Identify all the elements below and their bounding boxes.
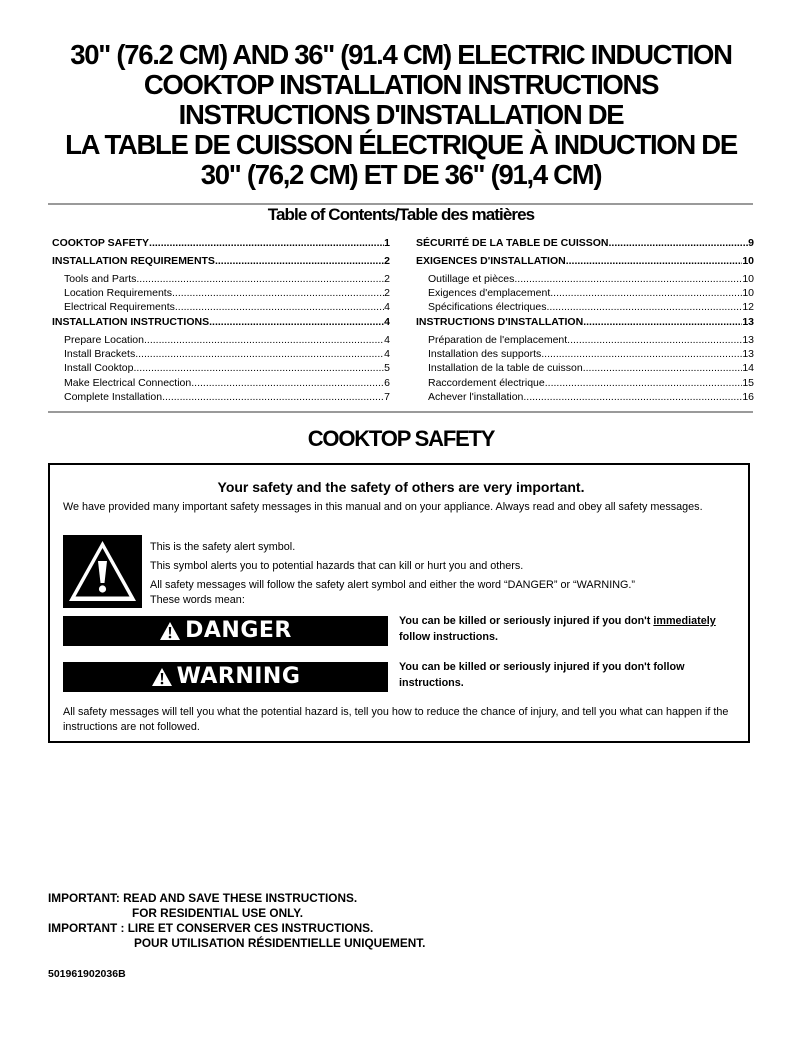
toc-leader	[514, 272, 742, 286]
toc-entry[interactable]	[52, 333, 390, 347]
toc-column-english	[52, 236, 390, 404]
toc-leader	[541, 347, 742, 361]
important-french-line-2: POUR UTILISATION RÉSIDENTIELLE UNIQUEMENT.	[134, 936, 426, 950]
toc-page: 13	[742, 316, 754, 329]
toc-leader	[545, 376, 743, 390]
alert-line-3: All safety messages will follow the safety alert symbol and either the word “DANGER” or “WARNING.”	[150, 579, 636, 591]
toc-leader	[144, 333, 384, 347]
toc-entry[interactable]	[416, 272, 754, 286]
toc-leader	[135, 347, 384, 361]
title-french-line-1: INSTRUCTIONS D'INSTALLATION DE	[178, 99, 624, 130]
toc-entry[interactable]	[416, 347, 754, 361]
toc-entry[interactable]	[52, 390, 390, 404]
toc-page: 7	[384, 390, 390, 403]
toc-label: Raccordement électrique	[428, 376, 545, 389]
title-french-line-2: LA TABLE DE CUISSON ÉLECTRIQUE À INDUCTION DE	[65, 129, 737, 160]
toc-page: 15	[742, 376, 754, 389]
toc-leader	[546, 300, 742, 314]
title-french-line-3: 30" (76,2 CM) ET DE 36" (91,4 CM)	[200, 159, 602, 190]
toc-page: 4	[384, 333, 390, 346]
toc-page: 12	[742, 301, 754, 314]
toc-entry[interactable]	[52, 314, 390, 332]
toc-label: Achever l'installation	[428, 390, 524, 403]
danger-text-before: You can be killed or seriously injured if you don't	[399, 615, 654, 627]
toc-page: 1	[384, 237, 390, 249]
toc-page: 10	[742, 255, 754, 268]
alert-line-4: These words mean:	[150, 594, 245, 606]
toc-label: Exigences d'emplacement	[428, 286, 551, 299]
toc-leader	[209, 315, 384, 329]
toc-entry[interactable]	[52, 376, 390, 390]
toc-entry[interactable]	[416, 361, 754, 375]
warning-triangle-icon	[159, 621, 181, 641]
toc-label: Installation de la table de cuisson	[428, 362, 583, 375]
toc-entry[interactable]	[416, 300, 754, 314]
toc-page: 4	[384, 348, 390, 361]
toc-page: 10	[742, 286, 754, 299]
toc-label: Outillage et pièces	[428, 272, 515, 285]
toc-leader	[583, 315, 742, 329]
danger-word: DANGER	[185, 618, 292, 643]
toc-entry[interactable]	[416, 253, 754, 271]
important-english-line-1: IMPORTANT: READ AND SAVE THESE INSTRUCTIONS.	[48, 891, 358, 905]
warning-word: WARNING	[176, 664, 301, 689]
toc-page: 2	[384, 272, 390, 285]
toc-entry[interactable]	[416, 390, 754, 404]
toc-label: Install Cooktop	[64, 362, 134, 375]
toc-leader	[609, 236, 749, 250]
toc-page: 4	[384, 301, 390, 314]
toc-entry[interactable]	[416, 236, 754, 253]
toc-leader	[523, 390, 742, 404]
danger-text-after: follow instructions.	[399, 630, 498, 643]
toc-page: 6	[384, 376, 390, 389]
toc-label: Electrical Requirements	[64, 301, 175, 314]
important-english-line-2: FOR RESIDENTIAL USE ONLY.	[132, 906, 304, 920]
toc-leader	[162, 390, 384, 404]
toc-label: Prepare Location	[64, 333, 144, 346]
warning-text: You can be killed or seriously injured if you don't follow instructions.	[399, 661, 685, 689]
toc-page: 14	[742, 362, 754, 375]
toc-leader	[191, 376, 384, 390]
toc-label: EXIGENCES D'INSTALLATION	[416, 255, 566, 268]
safety-heading: Your safety and the safety of others are very important.	[217, 479, 585, 495]
toc-entry[interactable]	[52, 272, 390, 286]
safety-intro: We have provided many important safety messages in this manual and on your appliance. Always read and obey all safety messages.	[63, 501, 703, 513]
document-number: 501961902036B	[48, 968, 126, 980]
toc-leader	[133, 361, 384, 375]
toc-leader	[567, 333, 742, 347]
toc-page: 16	[742, 390, 754, 403]
toc-entry[interactable]	[52, 347, 390, 361]
toc-page: 13	[742, 333, 754, 346]
toc-leader	[175, 300, 384, 314]
toc-entry[interactable]	[416, 286, 754, 300]
toc-label: Tools and Parts	[64, 272, 137, 285]
toc-label: Préparation de l'emplacement	[428, 333, 568, 346]
document-title	[0, 40, 802, 190]
danger-text-emphasis: immediately	[653, 615, 716, 627]
title-english-line-2: COOKTOP INSTALLATION INSTRUCTIONS	[143, 69, 659, 100]
toc-label: INSTALLATION INSTRUCTIONS	[52, 316, 210, 329]
toc-entry[interactable]	[52, 236, 390, 253]
toc-label: Complete Installation	[64, 390, 163, 403]
divider-bottom	[48, 411, 753, 413]
toc-entry[interactable]	[52, 286, 390, 300]
toc-label: Spécifications électriques	[428, 301, 547, 314]
important-french-line-1: IMPORTANT : LIRE ET CONSERVER CES INSTRUCTIONS.	[48, 921, 374, 935]
alert-line-1: This is the safety alert symbol.	[150, 541, 296, 553]
alert-line-2: This symbol alerts you to potential hazards that can kill or hurt you and others.	[150, 560, 524, 572]
toc-heading: Table of Contents/Table des matières	[267, 205, 535, 224]
toc-page: 4	[384, 316, 390, 329]
toc-label: Location Requirements	[64, 286, 172, 299]
section-title-cooktop-safety: COOKTOP SAFETY	[307, 426, 495, 451]
toc-entry[interactable]	[416, 376, 754, 390]
toc-page: 13	[742, 348, 754, 361]
toc-leader	[172, 286, 384, 300]
safety-outro: All safety messages will tell you what the potential hazard is, tell you how to reduce the chance of injury, and tell you what can happen if the instructions are not followed.	[63, 706, 729, 733]
toc-page: 5	[384, 362, 390, 375]
toc-leader	[583, 361, 743, 375]
danger-text	[399, 614, 749, 645]
toc-page: 10	[742, 272, 754, 285]
toc-label: SÉCURITÉ DE LA TABLE DE CUISSON	[416, 237, 609, 249]
toc-leader	[215, 254, 384, 268]
danger-signal-bar	[63, 616, 388, 646]
toc-label: Installation des supports	[428, 348, 542, 361]
title-english-line-1: 30" (76.2 CM) AND 36" (91.4 CM) ELECTRIC INDUCTION	[70, 39, 732, 70]
toc-label: INSTRUCTIONS D'INSTALLATION	[416, 316, 584, 329]
toc-page: 2	[384, 286, 390, 299]
toc-column-french	[416, 236, 754, 404]
toc-page: 9	[748, 237, 754, 249]
toc-entry[interactable]	[52, 253, 390, 271]
toc-label: Install Brackets	[64, 348, 136, 361]
toc-leader	[149, 236, 384, 250]
toc-entry[interactable]	[416, 333, 754, 347]
toc-entry[interactable]	[52, 300, 390, 314]
warning-signal-bar	[63, 662, 388, 692]
toc-leader	[550, 286, 742, 300]
toc-page: 2	[384, 255, 390, 268]
safety-alert-icon	[63, 535, 142, 608]
toc-label: INSTALLATION REQUIREMENTS	[52, 255, 215, 268]
toc-leader	[566, 254, 743, 268]
warning-triangle-icon	[151, 667, 173, 687]
toc-label: COOKTOP SAFETY	[52, 237, 150, 249]
toc-label: Make Electrical Connection	[64, 376, 192, 389]
toc-leader	[136, 272, 384, 286]
toc-entry[interactable]	[416, 314, 754, 332]
toc-entry[interactable]	[52, 361, 390, 375]
